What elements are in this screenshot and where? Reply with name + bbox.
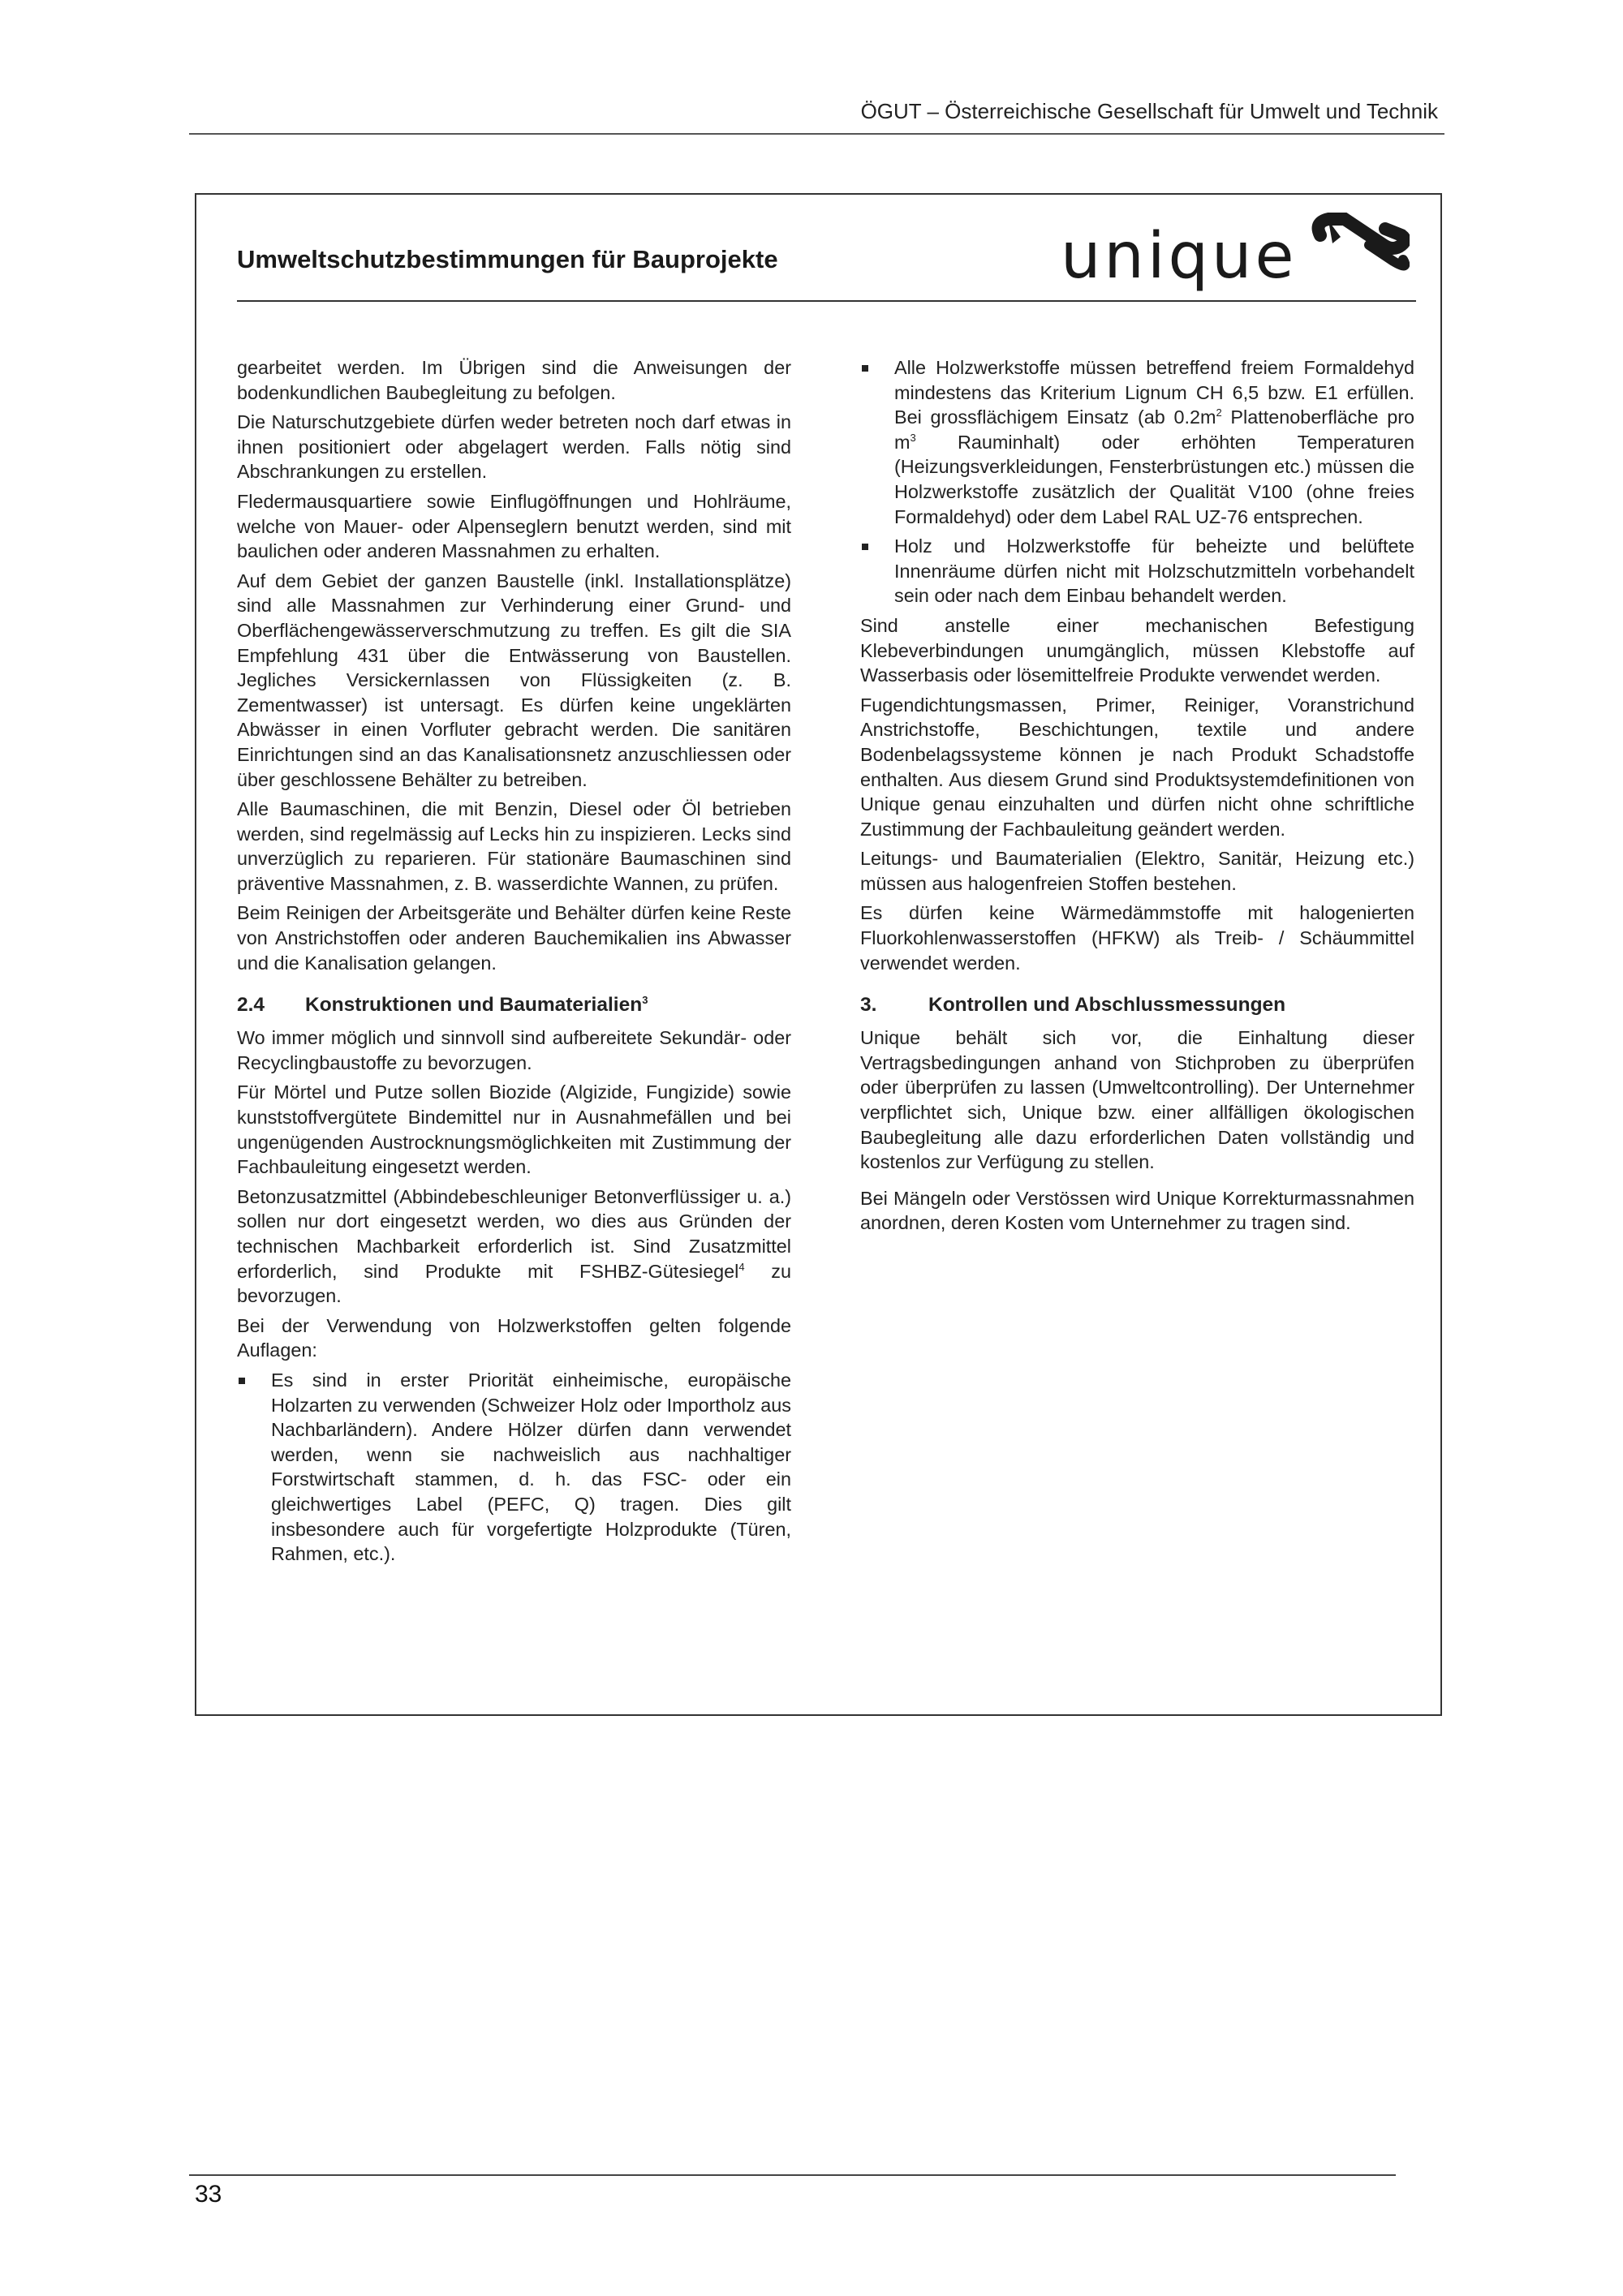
section-title: Konstruktionen und Baumaterialien	[305, 994, 643, 1017]
right-column	[860, 355, 1414, 1240]
footer-rule	[189, 2174, 1396, 2176]
paragraph-text: Betonzusatzmittel (Abbindebeschleuniger Betonverflüssiger u. a.) sollen nur dort eingesetzt werden, wo dies aus Gründen der technischen Machbarkeit erforderlich ist. Sind Zusatzmittel erforderlich, sind Produkte mit FSHBZ-Gütesiegel	[237, 1185, 791, 1282]
list-item-text: Rauminhalt) oder erhöhten Temperaturen (Heizungsverkleidungen, Fensterbrüstungen etc.) müssen die Holzwerkstoffe zusätzlich der Qualität V100 (ohne freies Formaldehyd) oder dem Label RAL UZ-76 entsprechen.	[894, 431, 1414, 527]
section-title: Kontrollen und Abschlussmessungen	[928, 994, 1286, 1017]
bullet-icon	[862, 544, 868, 550]
paragraph: Beim Reinigen der Arbeitsgeräte und Behälter dürfen keine Reste von Anstrichstoffen oder anderen Bauchemikalien ins Abwasser und die Kanalisation gelangen.	[237, 902, 791, 974]
paragraph: Unique behält sich vor, die Einhaltung dieser Vertragsbedingungen anhand von Stichproben zu überprüfen oder überprüfen zu lassen (Umweltcontrolling). Der Unternehmer verpflichtet sich, Unique bzw. einer allfälligen ökologischen Baubegleitung alle dazu erforderlichen Daten vollständig und kostenlos zur Verfügung zu stellen.	[860, 1027, 1414, 1173]
paragraph: Bei der Verwendung von Holzwerkstoffen gelten folgende Auflagen:	[237, 1314, 791, 1361]
unique-logo	[1061, 213, 1410, 294]
paragraph: Für Mörtel und Putze sollen Biozide (Algizide, Fungizide) sowie kunststoffvergütete Bindemittel nur in Ausnahmefällen und bei ungenügenden Austrocknungsmöglichkeiten mit Zustimmung der Fachbauleitung eingesetzt werden.	[237, 1081, 791, 1178]
logo-mark-icon	[1319, 219, 1406, 266]
bullet-list	[860, 355, 1414, 608]
logo-wordmark: unique	[1061, 220, 1298, 293]
paragraph-text: zu bevorzugen.	[237, 1260, 791, 1307]
title-rule	[237, 300, 1416, 302]
page-number: 33	[195, 2181, 222, 2208]
document-title: Umweltschutzbestimmungen für Bauprojekte	[237, 245, 778, 273]
section-number: 2.4	[237, 994, 265, 1017]
paragraph: Die Naturschutzgebiete dürfen weder betreten noch darf etwas in ihnen positioniert oder abgelagert werden. Falls nötig sind Abschrankungen zu erstellen.	[237, 411, 791, 483]
left-column	[237, 355, 791, 1572]
paragraph: Bei Mängeln oder Verstössen wird Unique Korrekturmassnahmen anordnen, deren Kosten vom Unternehmer zu tragen sind.	[860, 1187, 1414, 1234]
list-item-text: Alle Holzwerkstoffe müssen betreffend freiem Formaldehyd mindestens das Kriterium Lignum CH 6,5 bzw. E1 erfüllen. Bei grossflächigem Einsatz (ab 0.2m	[894, 357, 1414, 428]
paragraph: Alle Baumaschinen, die mit Benzin, Diesel oder Öl betrieben werden, sind regelmässig auf Lecks hin zu inspizieren. Lecks sind unverzüglich zu reparieren. Für stationäre Baumaschinen sind präventive Massnahmen, z. B. wasserdichte Wannen, zu prüfen.	[237, 798, 791, 894]
superscript: 2	[1216, 406, 1222, 419]
bullet-icon	[239, 1378, 245, 1384]
paragraph: gearbeitet werden. Im Übrigen sind die Anweisungen der bodenkundlichen Baubegleitung zu befolgen.	[237, 357, 791, 403]
superscript: 3	[910, 431, 916, 444]
bullet-list	[237, 1368, 791, 1567]
list-item	[860, 355, 1414, 529]
section-number: 3.	[860, 994, 877, 1017]
bullet-icon	[862, 365, 868, 372]
list-item-text: Holz und Holzwerkstoffe für beheizte und belüftete Innenräume dürfen nicht mit Holzschutzmitteln vorbehandelt sein oder nach dem Einbau behandelt werden.	[894, 535, 1414, 607]
section-heading-2-4	[237, 993, 791, 1017]
page-header	[189, 89, 1444, 135]
paragraph: Leitungs- und Baumaterialien (Elektro, Sanitär, Heizung etc.) müssen aus halogenfreien Stoffen bestehen.	[860, 848, 1414, 894]
paragraph: Fugendichtungsmassen, Primer, Reiniger, Voranstrichund Anstrichstoffe, Beschichtungen, textile und andere Bodenbelagssysteme können je nach Produkt Schadstoffe enthalten. Aus diesem Grund sind Produktsystemdefinitionen von Unique genau einzuhalten und dürfen nicht ohne schriftliche Zustimmung der Fachbauleitung geändert werden.	[860, 694, 1414, 840]
document-frame	[195, 193, 1442, 1716]
paragraph	[237, 1185, 791, 1309]
list-item-text: Plattenoberfläche pro m	[894, 406, 1415, 453]
list-item	[237, 1368, 791, 1567]
section-heading-3	[860, 993, 1414, 1017]
paragraph: Fledermausquartiere sowie Einflugöffnungen und Hohlräume, welche von Mauer- oder Alpenseglern benutzt werden, sind mit baulichen oder anderen Massnahmen zu erhalten.	[237, 490, 791, 562]
footnote-marker: 3	[642, 994, 648, 1007]
footnote-marker: 4	[738, 1260, 745, 1273]
list-item	[860, 534, 1414, 608]
list-item-text: Es sind in erster Priorität einheimische, europäische Holzarten zu verwenden (Schweizer Holz oder Importholz aus Nachbarländern). Andere Hölzer dürfen dann verwendet werden, wenn sie nachweislich aus nachhaltiger Forstwirtschaft stammen, d. h. das FSC- oder ein gleichwertiges Label (PEFC, Q) tragen. Dies gilt insbesondere auch für vorgefertigte Holzprodukte (Türen, Rahmen, etc.).	[271, 1369, 791, 1565]
paragraph: Auf dem Gebiet der ganzen Baustelle (inkl. Installationsplätze) sind alle Massnahmen zur Verhinderung einer Grund- und Oberflächengewässerverschmutzung zu treffen. Es gilt die SIA Empfehlung 431 über die Entwässerung von Baustellen. Jegliches Versickernlassen von Flüssigkeiten (z. B. Zementwasser) ist untersagt. Es dürfen keine ungeklärten Abwässer in einen Vorfluter gebracht werden. Die sanitären Einrichtungen sind an das Kanalisationsnetz anzuschliessen oder über geschlossene Behälter zu betreiben.	[237, 570, 791, 790]
header-text: ÖGUT – Österreichische Gesellschaft für Umwelt und Technik	[860, 99, 1438, 123]
paragraph: Es dürfen keine Wärmedämmstoffe mit halogenierten Fluorkohlenwasserstoffen (HFKW) als Treib- / Schäummittel verwendet werden.	[860, 902, 1414, 974]
paragraph: Sind anstelle einer mechanischen Befestigung Klebeverbindungen unumgänglich, müssen Klebstoffe auf Wasserbasis oder lösemittelfreie Produkte verwendet werden.	[860, 614, 1414, 686]
paragraph: Wo immer möglich und sinnvoll sind aufbereitete Sekundär- oder Recyclingbaustoffe zu bevorzugen.	[237, 1027, 791, 1073]
